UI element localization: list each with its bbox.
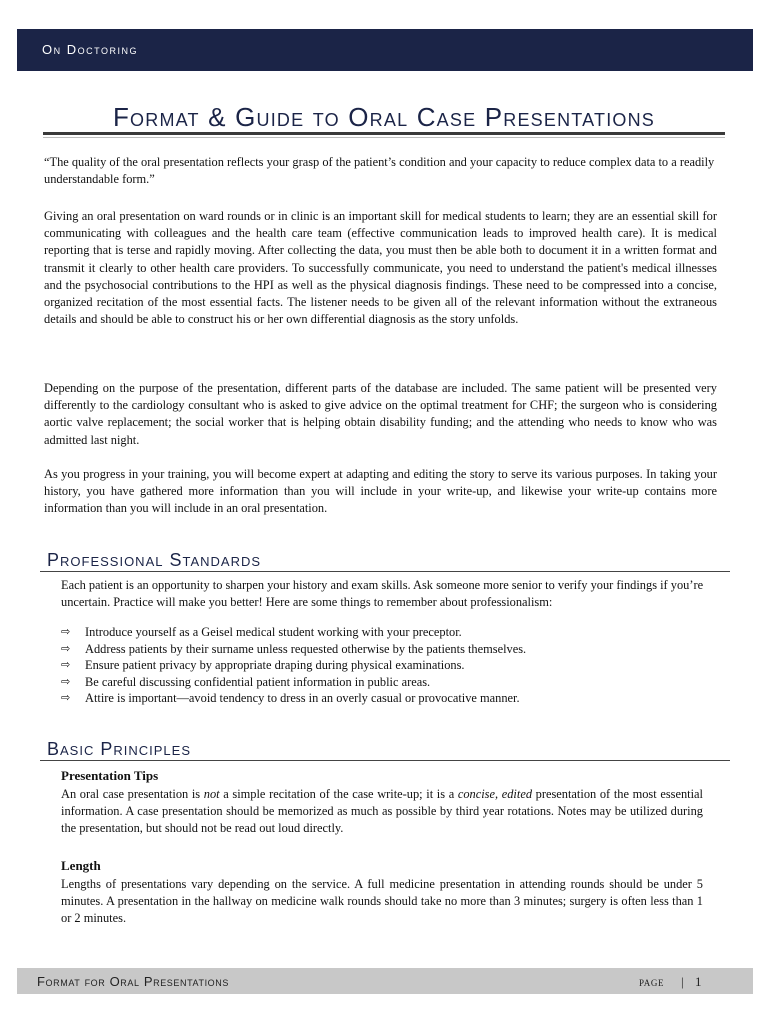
footer-separator: |: [681, 974, 685, 989]
running-footer: [17, 968, 753, 994]
subheading-presentation-tips: Presentation Tips: [61, 768, 159, 783]
arrow-bullet-icon: ⇨: [61, 674, 71, 688]
intro-paragraph-3: As you progress in your training, you will become expert at adapting and editing the story to serve its various purposes. In taking your history, you have gathered more information than you will include in your write-up, and likewise your write-up contains more information than you will include in an oral presentation.: [44, 467, 717, 516]
running-header: [17, 29, 753, 71]
list-item: ⇨ Ensure patient privacy by appropriate draping during physical examinations.: [61, 658, 465, 672]
section-rule: [40, 760, 730, 761]
section-heading-professional-standards: Professional Standards: [47, 550, 262, 570]
intro-paragraph-1: Giving an oral presentation on ward rounds or in clinic is an important skill for medical students to learn; they are an essential skill for communicating with colleagues and the health care team (effective communication leads to improved health care). It is medical reporting that is terse and rapidly moving. After collecting the data, you must then be able both to document it in a written format and transmit it clearly to other health care providers. To successfully communicate, you need to understand the patient's medical illnesses and the psychosocial contributions to the HPI as well as the physical diagnosis findings. These need to be compressed into a concise, organized recitation of the most essential facts. The listener needs to be given all of the relevant information without the extraneous details and should be able to construct his or her own differential diagnosis as the story unfolds.: [44, 209, 717, 327]
header-label: On Doctoring: [42, 42, 138, 57]
intro-paragraph-2: Depending on the purpose of the presentation, different parts of the database are included. The same patient will be presented very differently to the cardiology consultant who is asked to give advice on the optimal treatment for CHF; the surgeon who is considering aortic valve replacement; the social worker that is helping obtain disability funding; and the attending who needs to know who was admitted last night.: [44, 381, 717, 447]
list-item: ⇨ Be careful discussing confidential patient information in public areas.: [61, 674, 431, 689]
arrow-bullet-icon: ⇨: [61, 641, 71, 655]
length-body: Lengths of presentations vary depending on the service. A full medicine presentation in attending rounds should be under 5 minutes. A presentation in the hallway on medicine walk rounds should take no more than 3 minutes; surgery is often less than 1 or 2 minutes.: [61, 877, 703, 926]
arrow-bullet-icon: ⇨: [61, 625, 71, 638]
section-heading-basic-principles: Basic Principles: [47, 739, 191, 759]
list-item: ⇨ Introduce yourself as a Geisel medical student working with your preceptor.: [61, 625, 462, 639]
professional-intro: Each patient is an opportunity to sharpen your history and exam skills. Ask someone more senior to verify your findings if you’re uncertain. Practice will make you better! Here are some things to remember about professionalism:: [61, 578, 704, 609]
subheading-length: Length: [61, 858, 101, 873]
professional-list: [61, 624, 721, 707]
arrow-bullet-icon: ⇨: [61, 658, 71, 671]
title-rule: [43, 132, 725, 135]
list-item: ⇨ Attire is important—avoid tendency to dress in an overly casual or provocative manner.: [61, 691, 520, 705]
page-number: 1: [695, 974, 703, 989]
page-title: Format & Guide to Oral Case Presentations: [112, 102, 656, 132]
presentation-tips-body: An oral case presentation is not a simple recitation of the case write-up; it is a concise, edited presentation of the most essential information. A case presentation should be memorized as much as possible by third year rotations. Notes may be utilized during the presentation, but should not be read out loud directly.: [61, 787, 703, 836]
title-rule-shadow: [43, 137, 725, 138]
footer-page-label: page: [639, 974, 665, 989]
section-rule: [40, 571, 730, 572]
intro-quote: “The quality of the oral presentation reflects your grasp of the patient’s condition and your capacity to reduce complex data to a readily understandable form.”: [44, 155, 715, 187]
footer-title: Format for Oral Presentations: [37, 974, 229, 989]
list-item: ⇨ Address patients by their surname unless requested otherwise by the patients themselves.: [61, 641, 527, 656]
arrow-bullet-icon: ⇨: [61, 691, 71, 704]
